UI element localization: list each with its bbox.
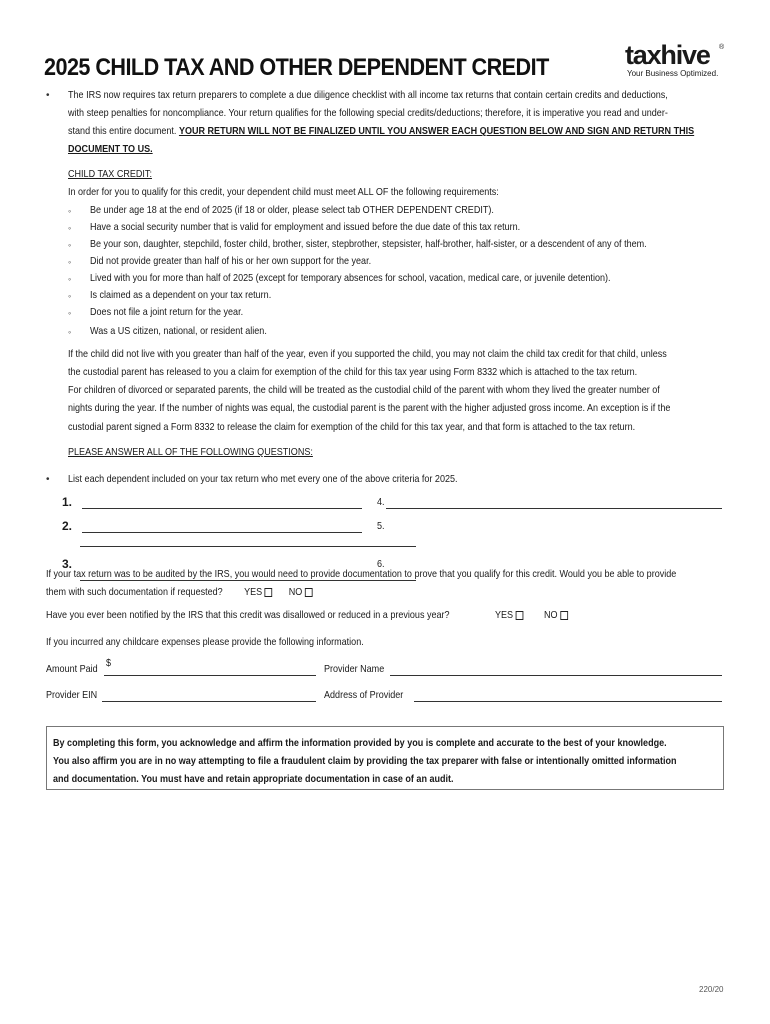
audit-yes-checkbox[interactable]: [265, 588, 273, 597]
child-tax-credit-heading: CHILD TAX CREDIT:: [68, 168, 152, 180]
provider-name-label: Provider Name: [324, 663, 385, 675]
intro-line-3: stand this entire document. YOUR RETURN WILL NOT BE FINALIZED UNTIL YOU ANSWER EACH QUESTION BELOW AND SIGN AND RETURN THIS: [68, 125, 695, 137]
bullet-icon: •: [46, 90, 50, 101]
sub-bullet-icon: ◦: [68, 206, 72, 216]
dependent-2-field[interactable]: [82, 532, 362, 533]
custodial-paragraph-line: For children of divorced or separated parents, the child will be treated as the custodial child of the parent with whom they lived the greater number of: [68, 384, 660, 396]
disallowed-yes-checkbox[interactable]: [516, 611, 524, 620]
acknowledgement-line: You also affirm you are in no way attempting to file a fraudulent claim by providing the tax preparer with false or intentionally omitted information: [53, 755, 677, 767]
logo-wordmark: taxhive: [625, 40, 710, 70]
requirement-item: Lived with you for more than half of 2025 (except for temporary absences for school, vacation, medical care, or juvenile detention).: [90, 272, 611, 284]
sub-bullet-icon: ◦: [68, 274, 72, 284]
dependents-prompt: List each dependent included on your tax return who met every one of the above criteria for 2025.: [68, 473, 458, 485]
childcare-prompt: If you incurred any childcare expenses please provide the following information.: [46, 636, 364, 648]
bullet-icon: •: [46, 474, 50, 485]
audit-question-line-2: them with such documentation if requested? YES NO: [46, 586, 313, 598]
requirement-item: Is claimed as a dependent on your tax return.: [90, 289, 272, 301]
logo-registered-mark: ®: [719, 44, 725, 51]
dependent-2-label: 2.: [62, 519, 73, 533]
dependent-5-field[interactable]: [80, 546, 416, 547]
sub-bullet-icon: ◦: [68, 240, 72, 250]
requirements-lead: In order for you to qualify for this credit, your dependent child must meet ALL OF the following requirements:: [68, 186, 499, 198]
audit-yes-option[interactable]: YES: [244, 586, 272, 598]
sub-bullet-icon: ◦: [68, 327, 72, 337]
custodial-paragraph-line: the custodial parent has released to you a claim for exemption of the child for this tax year using Form 8332 which is attached to the tax return.: [68, 366, 638, 378]
amount-paid-label: Amount Paid: [46, 663, 98, 675]
dependent-3-label: 3.: [62, 557, 73, 571]
questions-heading: PLEASE ANSWER ALL OF THE FOLLOWING QUESTIONS:: [68, 446, 313, 458]
custodial-paragraph-line: If the child did not live with you greater than half of the year, even if you supported the child, you may not claim the child tax credit for that child, unless: [68, 348, 667, 360]
requirement-item: Was a US citizen, national, or resident alien.: [90, 325, 267, 337]
dependent-5-label: 5.: [377, 520, 385, 532]
acknowledgement-line: By completing this form, you acknowledge and affirm the information provided by you is complete and accurate to the best of your knowledge.: [53, 737, 667, 749]
custodial-paragraph-line: custodial parent signed a Form 8332 to release the claim for exemption of the child for this tax year, and that form is attached to the tax return.: [68, 421, 636, 433]
intro-line-1: The IRS now requires tax return preparers to complete a due diligence checklist with all income tax returns that contain certain credits and deductions,: [68, 89, 668, 101]
acknowledgement-line: and documentation. You must have and retain appropriate documentation in case of an audit.: [53, 773, 454, 785]
disallowed-yes-option[interactable]: YES: [495, 609, 523, 621]
sub-bullet-icon: ◦: [68, 223, 72, 233]
finalize-warning: YOUR RETURN WILL NOT BE FINALIZED UNTIL YOU ANSWER EACH QUESTION BELOW AND SIGN AND RETURN THIS: [178, 125, 695, 137]
disallowed-no-checkbox[interactable]: [560, 611, 568, 620]
sub-bullet-icon: ◦: [68, 257, 72, 267]
provider-ein-field[interactable]: [102, 701, 316, 702]
dependent-4-field[interactable]: [386, 508, 722, 509]
dependent-6-label: 6.: [377, 558, 385, 570]
disallowed-question: Have you ever been notified by the IRS that this credit was disallowed or reduced in a previous year?: [46, 609, 450, 621]
requirement-item: Have a social security number that is valid for employment and issued before the due date of this tax return.: [90, 221, 521, 233]
finalize-warning-cont: DOCUMENT TO US.: [68, 143, 153, 155]
sub-bullet-icon: ◦: [68, 291, 72, 301]
requirement-item: Does not file a joint return for the year.: [90, 306, 244, 318]
provider-address-field[interactable]: [414, 701, 722, 702]
requirement-item: Be under age 18 at the end of 2025 (if 18 or older, please select tab OTHER DEPENDENT CREDIT).: [90, 204, 494, 216]
provider-ein-label: Provider EIN: [46, 689, 98, 701]
audit-no-checkbox[interactable]: [305, 588, 313, 597]
form-code: 220/20: [699, 985, 724, 994]
dollar-sign: $: [106, 657, 112, 669]
sub-bullet-icon: ◦: [68, 308, 72, 318]
requirement-item: Be your son, daughter, stepchild, foster child, brother, sister, stepbrother, stepsister, half-brother, half-sister, or a descendent of any of them.: [90, 238, 647, 250]
acknowledgement-box: [46, 726, 724, 790]
audit-question-line-1: If your tax return was to be audited by the IRS, you would need to provide documentation to prove that you qualify for this credit. Would you be able to provide: [46, 568, 677, 580]
dependent-4-label: 4.: [377, 496, 385, 508]
requirement-item: Did not provide greater than half of his or her own support for the year.: [90, 255, 372, 267]
custodial-paragraph-line: nights during the year. If the number of nights was equal, the custodial parent is the parent with the higher adjusted gross income. An exception is if the: [68, 402, 671, 414]
logo-tagline: Your Business Optimized.: [627, 69, 719, 78]
disallowed-no-option[interactable]: NO: [544, 609, 568, 621]
provider-name-field[interactable]: [390, 675, 722, 676]
dependent-1-field[interactable]: [82, 508, 362, 509]
audit-no-option[interactable]: NO: [289, 586, 313, 598]
taxhive-logo: [625, 40, 725, 82]
amount-paid-field[interactable]: [104, 675, 316, 676]
dependent-1-label: 1.: [62, 495, 73, 509]
provider-address-label: Address of Provider: [324, 689, 404, 701]
dependent-6-field[interactable]: [80, 580, 416, 581]
page-title: 2025 CHILD TAX AND OTHER DEPENDENT CREDIT: [44, 54, 549, 81]
intro-line-2: with steep penalties for noncompliance. Your return qualifies for the following special credits/deductions; therefore, it is imperative you read and under-: [68, 107, 668, 119]
